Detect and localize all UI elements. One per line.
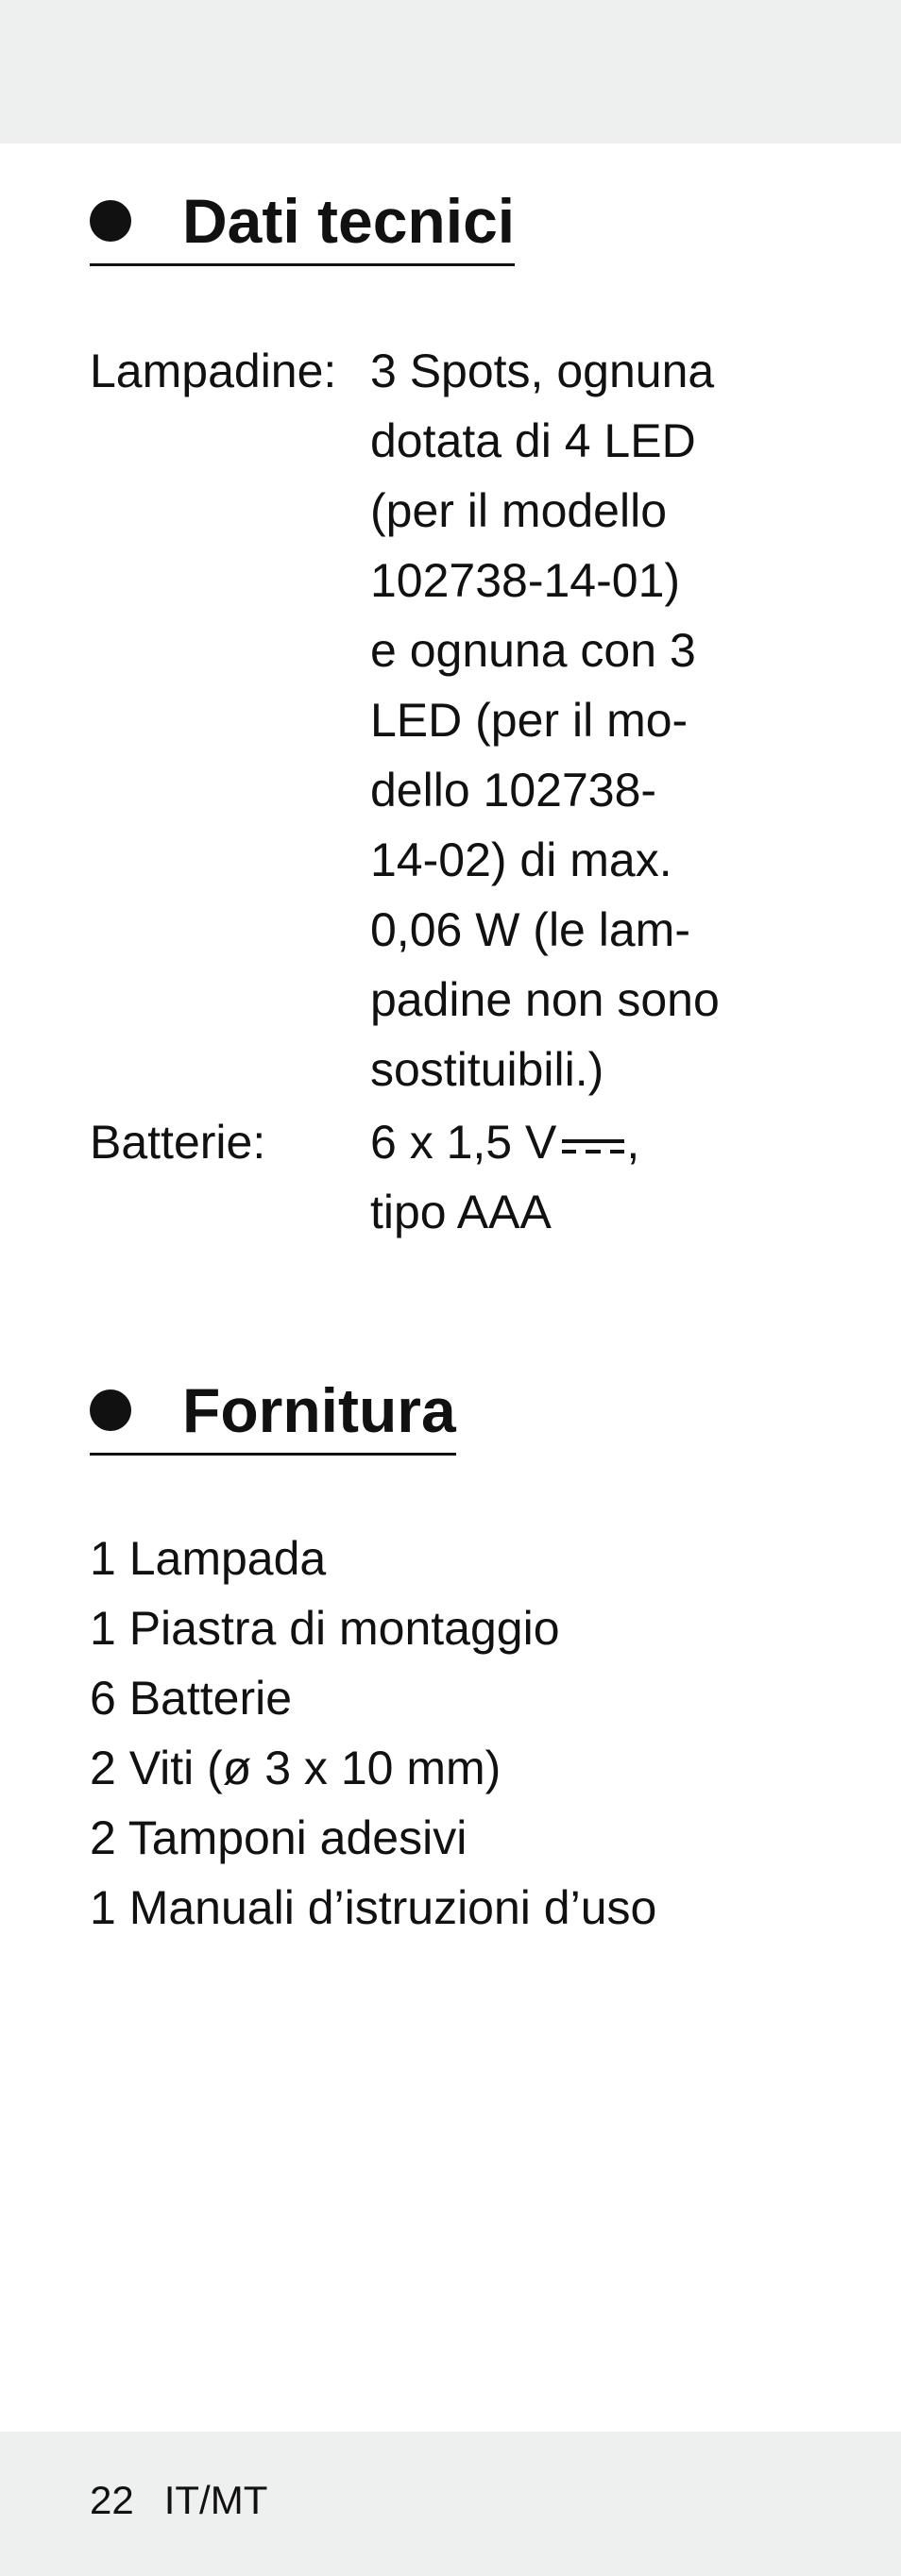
bullet-icon: [90, 1389, 131, 1431]
spec-value-line: 0,06 W (le lam-: [370, 903, 690, 956]
spec-label: Lampadine:: [90, 345, 337, 397]
spec-value-line: tipo AAA: [370, 1186, 552, 1238]
spec-value-line: [370, 1107, 861, 1177]
section-title: Fornitura: [182, 1375, 456, 1445]
language-code: IT/MT: [163, 2478, 268, 2522]
section-title: Dati tecnici: [182, 186, 516, 256]
page-number: 22: [90, 2478, 134, 2522]
section-heading-supply: [90, 1376, 456, 1456]
spec-value-line: padine non sono: [370, 973, 720, 1026]
spec-row-batteries: [90, 1107, 864, 1247]
bullet-icon: [90, 200, 131, 242]
list-item: 1 Lampada: [90, 1532, 327, 1585]
spec-value: [370, 1107, 861, 1247]
list-item: 6 Batterie: [90, 1672, 293, 1725]
punctuation: ,: [626, 1116, 640, 1169]
list-item: 2 Tamponi adesivi: [90, 1811, 468, 1864]
header-band: [0, 0, 901, 143]
spec-value-line: (per il modello: [370, 484, 668, 537]
list-item: 1 Piastra di montaggio: [90, 1602, 560, 1655]
supply-list: [90, 1524, 864, 1943]
spec-value: [370, 336, 861, 1104]
list-item: 2 Viti (ø 3 x 10 mm): [90, 1742, 502, 1794]
dc-current-icon: [560, 1136, 626, 1156]
section-heading-technical-data: [90, 187, 515, 266]
spec-label: Batterie:: [90, 1116, 266, 1169]
spec-value-line: 3 Spots, ognuna: [370, 345, 715, 397]
spec-value-line: dotata di 4 LED: [370, 414, 696, 467]
spec-row-lamps: [90, 336, 864, 1104]
list-item: 1 Manuali d’istruzioni d’uso: [90, 1881, 657, 1934]
page-footer: [90, 2478, 268, 2522]
spec-value-line: dello 102738-: [370, 764, 657, 817]
spec-value-line: e ognuna con 3: [370, 624, 696, 677]
spec-value-line: sostituibili.): [370, 1043, 604, 1096]
spec-value-line: 14-02) di max.: [370, 833, 672, 886]
spec-value-line: 102738-14-01): [370, 554, 681, 607]
spec-value-line: LED (per il mo-: [370, 694, 688, 747]
battery-voltage: 6 x 1,5 V: [370, 1116, 557, 1169]
